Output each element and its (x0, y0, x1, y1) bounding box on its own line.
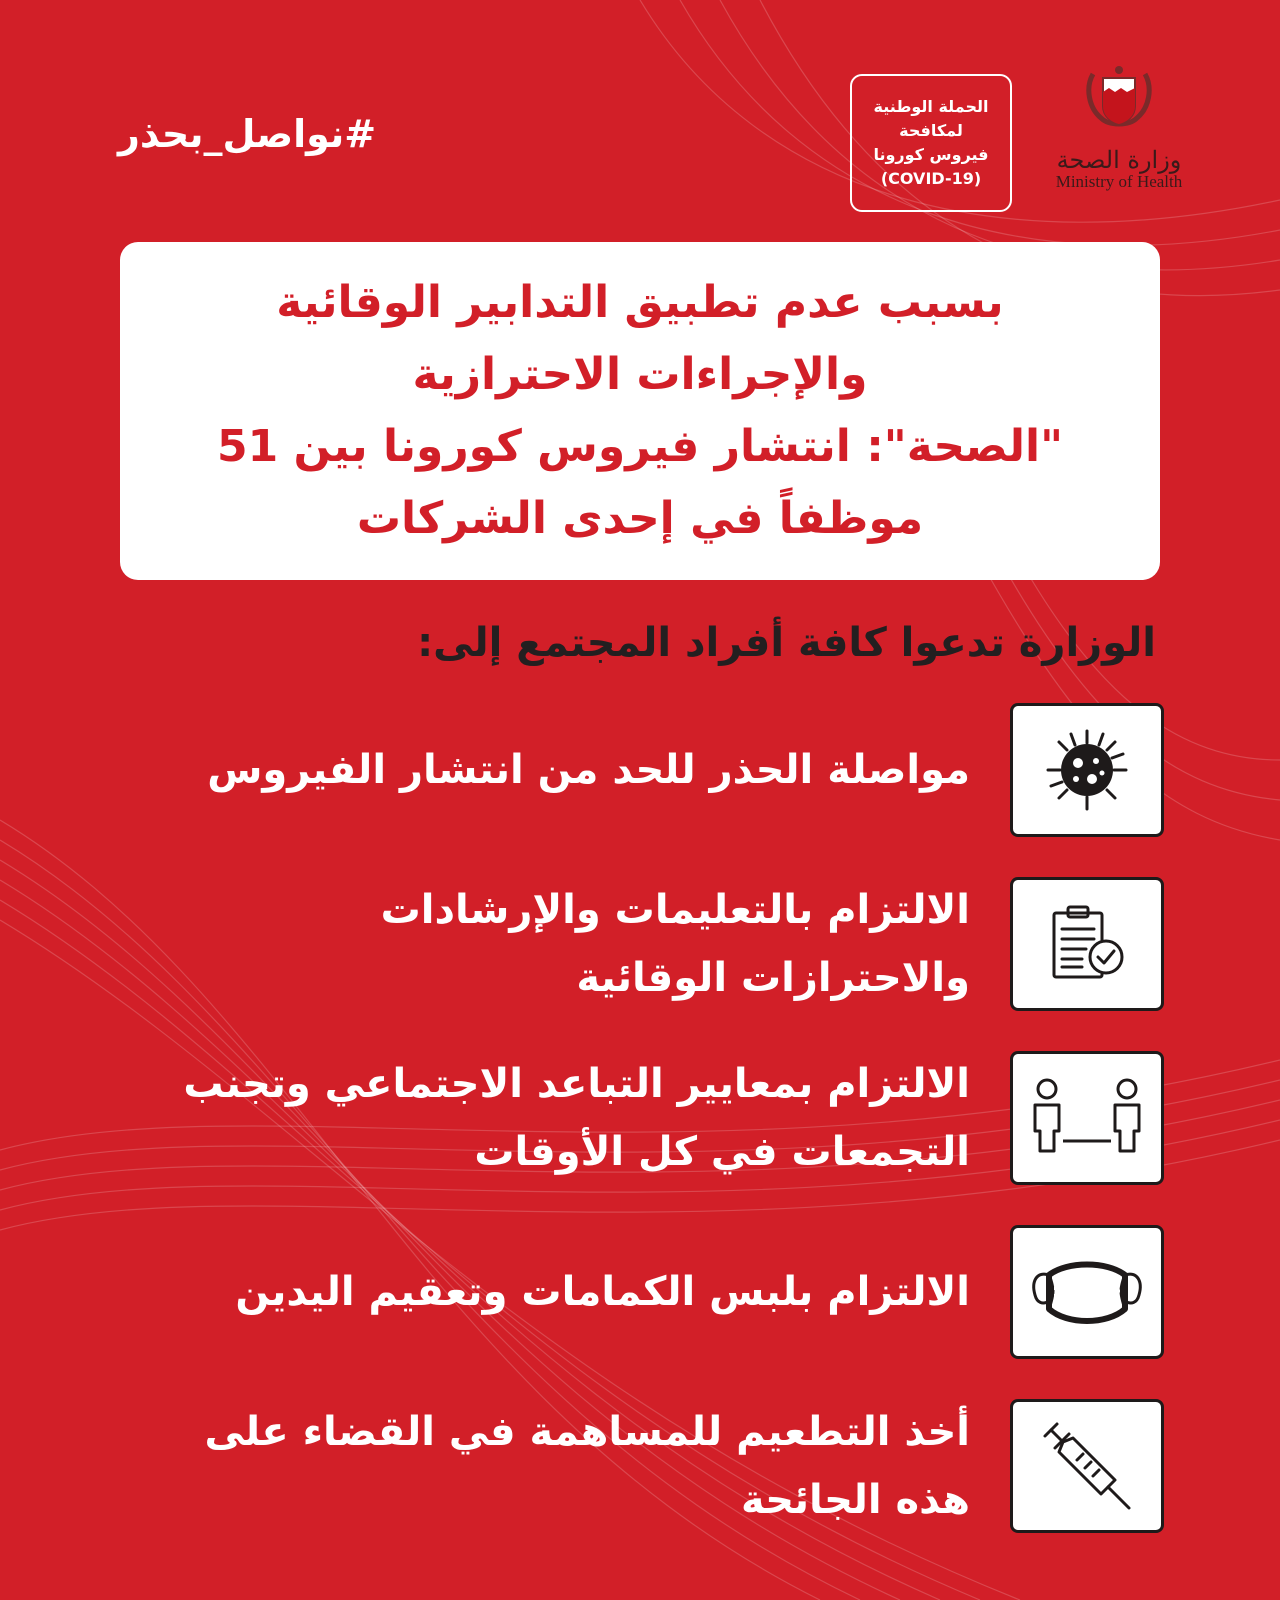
headline-card (120, 242, 1160, 580)
call-title: الوزارة تدعوا كافة أفراد المجتمع إلى: (417, 620, 1156, 666)
headline-line-2: والإجراءات الاحترازية (412, 349, 868, 400)
campaign-line-4: (COVID-19) (880, 169, 982, 188)
headline-line-3: "الصحة": انتشار فيروس كورونا بين 51 (217, 421, 1063, 472)
headline-line-4: موظفاً في إحدى الشركات (356, 493, 924, 544)
icon-box (1010, 877, 1164, 1011)
item-text-line-1: الالتزام بلبس الكمامات وتعقيم اليدين (235, 1269, 970, 1315)
campaign-badge (850, 74, 1012, 212)
bahrain-emblem-icon (1079, 60, 1159, 140)
hashtag: #نواصل_بحذر (118, 112, 377, 156)
icon-box (1010, 1051, 1164, 1185)
icon-box (1010, 1225, 1164, 1359)
item-text-line-1: أخذ التطعيم للمساهمة في القضاء على (204, 1409, 970, 1455)
item-text-line-1: مواصلة الحذر للحد من انتشار الفيروس (207, 747, 970, 793)
syringe-icon (1039, 1418, 1135, 1514)
headline-line-1: بسبب عدم تطبيق التدابير الوقائية (276, 277, 1004, 328)
item-text-line-2: التجمعات في كل الأوقات (474, 1129, 970, 1175)
item-text (235, 1258, 970, 1326)
face-mask-icon (1027, 1257, 1147, 1327)
social-distance-icon (1027, 1075, 1147, 1161)
icon-box (1010, 1399, 1164, 1533)
item-text-line-1: الالتزام بالتعليمات والإرشادات (380, 887, 970, 933)
list-item-social-distancing (124, 1048, 1164, 1188)
campaign-line-3: فيروس كورونا (873, 145, 989, 164)
clipboard-check-icon (1044, 901, 1130, 987)
item-text (205, 1398, 970, 1534)
icon-box (1010, 703, 1164, 837)
virus-icon (1044, 727, 1130, 813)
ministry-logo (1030, 60, 1208, 230)
ministry-name-arabic: وزارة الصحة (1056, 146, 1182, 174)
list-item-masks-sanitize (124, 1222, 1164, 1362)
list-item-continue-caution (124, 700, 1164, 840)
campaign-line-1: الحملة الوطنية (873, 97, 989, 116)
item-text (183, 1050, 970, 1186)
item-text (381, 876, 970, 1012)
ministry-name-english: Ministry of Health (1055, 172, 1183, 191)
item-text-line-1: الالتزام بمعايير التباعد الاجتماعي وتجنب (183, 1061, 970, 1107)
item-text (207, 736, 970, 804)
item-text-line-2: هذه الجائحة (740, 1477, 970, 1523)
list-item-follow-instructions (124, 874, 1164, 1014)
campaign-line-2: لمكافحة (899, 121, 963, 140)
list-item-vaccination (124, 1396, 1164, 1536)
item-text-line-2: والاحترازات الوقائية (576, 955, 970, 1001)
